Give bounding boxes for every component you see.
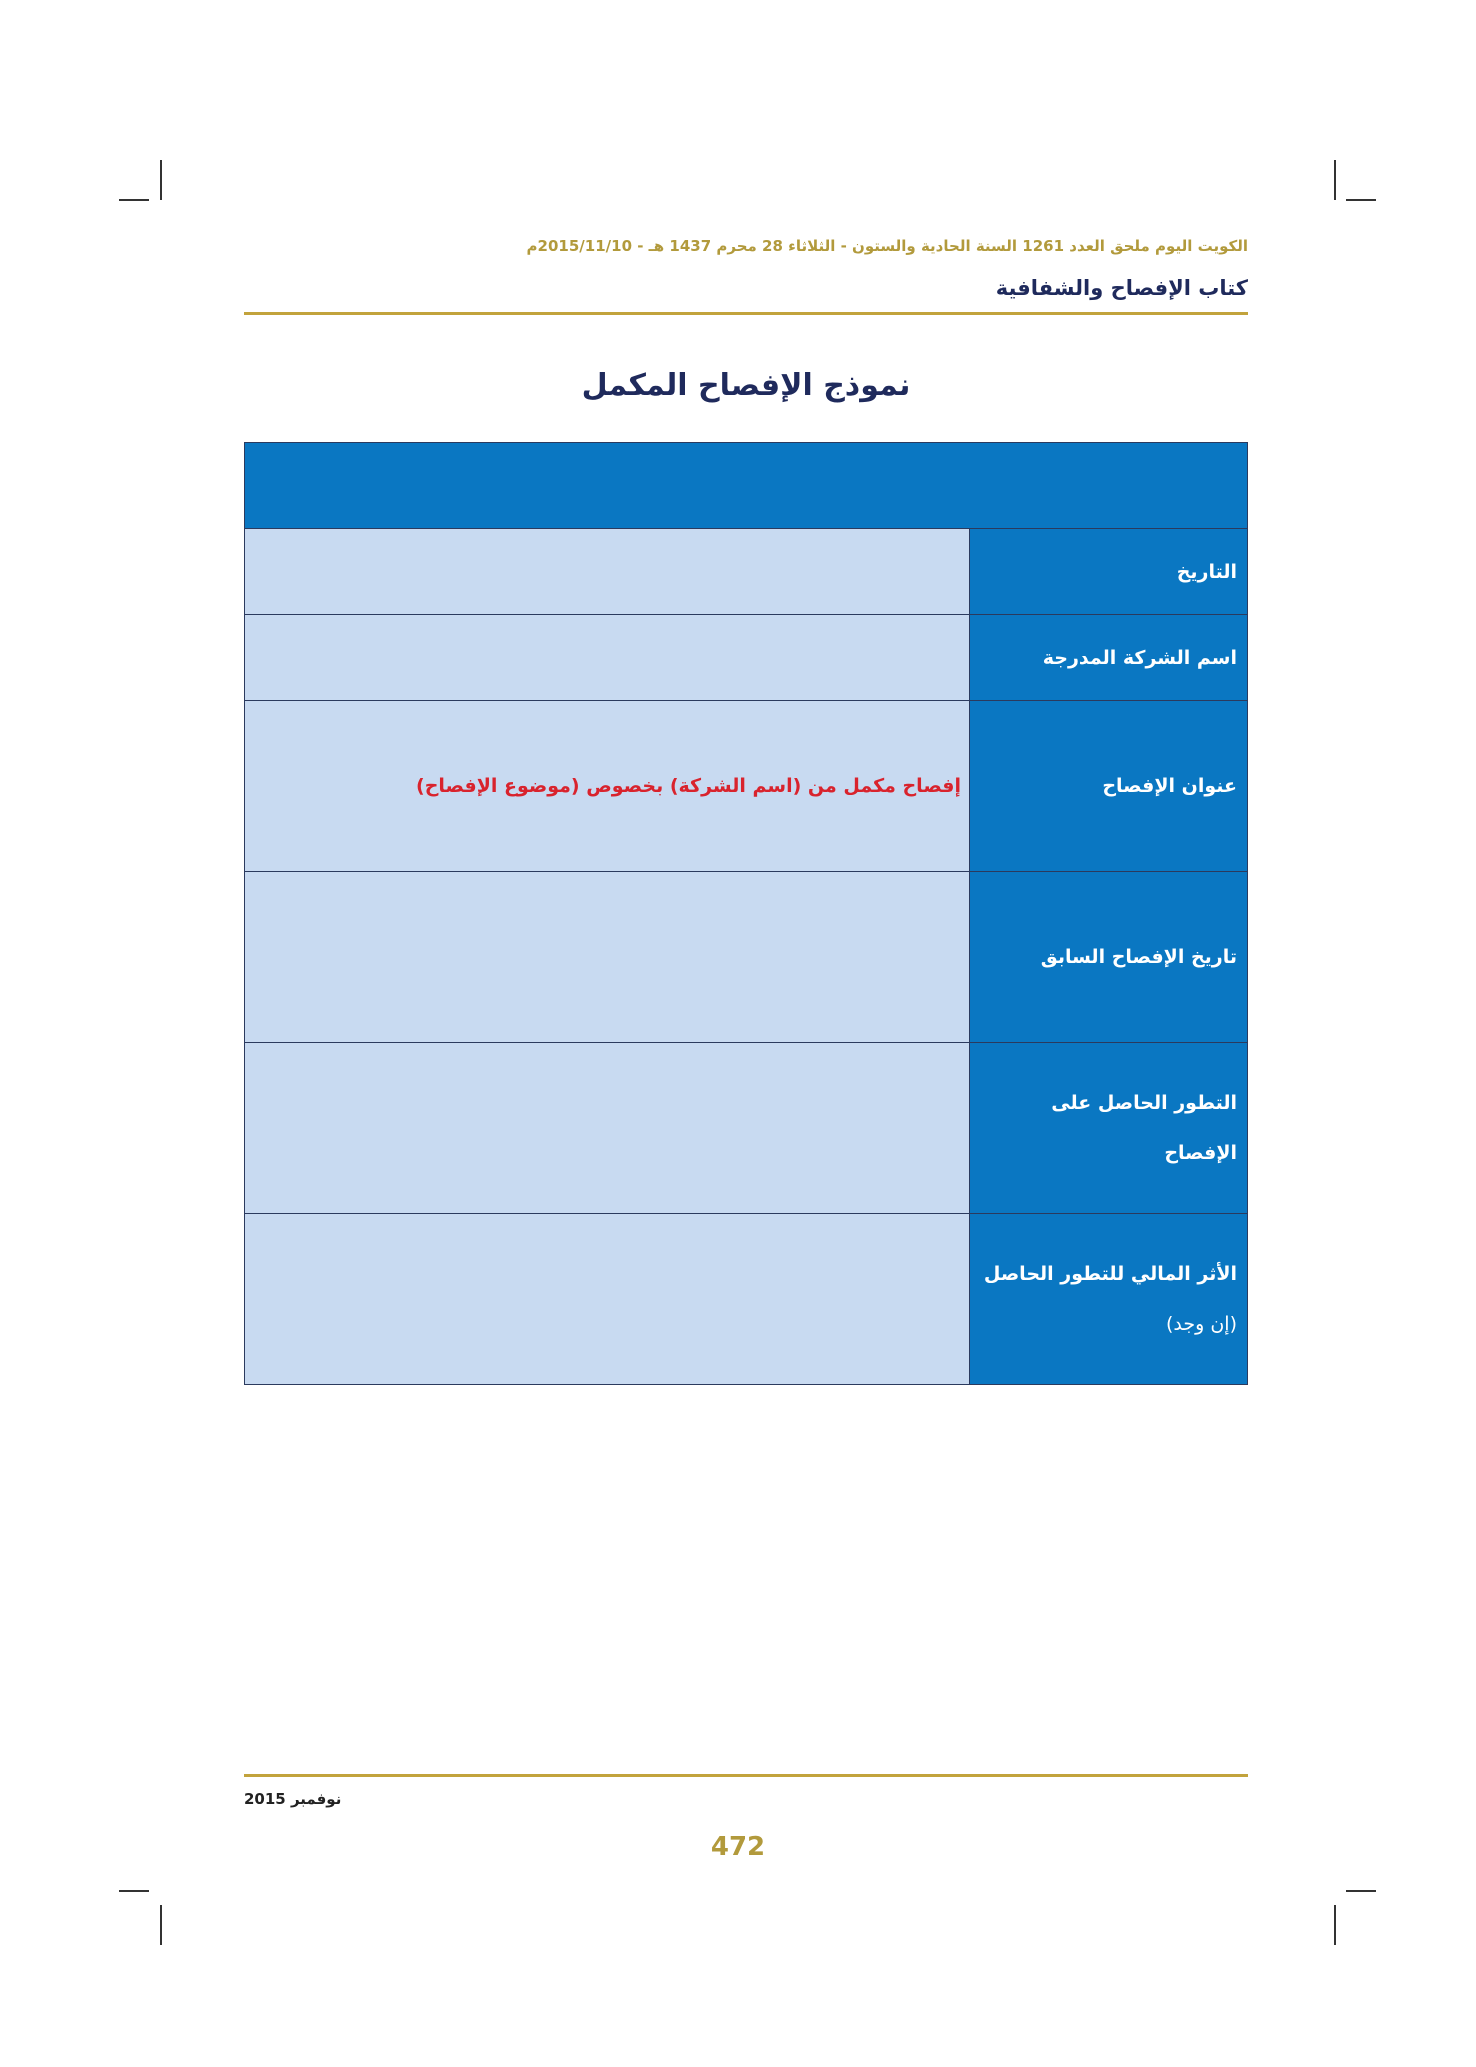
- crop-mark: [160, 160, 162, 200]
- label-cell: [969, 872, 1247, 1042]
- form-row-disclosure-title: [245, 701, 1247, 872]
- label-cell: [969, 701, 1247, 871]
- row-label-note: (إن وجد): [1166, 1313, 1237, 1335]
- crop-mark: [1334, 1905, 1336, 1945]
- label-cell: [969, 1214, 1247, 1384]
- form-header-bar: [245, 443, 1247, 529]
- page-title: نموذج الإفصاح المكمل: [581, 368, 911, 403]
- row-label: عنوان الإفصاح: [1102, 775, 1237, 797]
- label-cell: [969, 529, 1247, 614]
- footer-date: نوفمبر 2015: [244, 1790, 342, 1808]
- crop-mark: [1346, 199, 1376, 201]
- form-row-date: [245, 529, 1247, 615]
- value-cell[interactable]: إفصاح مكمل من (اسم الشركة) بخصوص (موضوع الإفصاح): [245, 701, 969, 871]
- footer-rule: [244, 1774, 1248, 1777]
- value-cell[interactable]: [245, 529, 969, 614]
- page-number: 472: [710, 1832, 766, 1862]
- issue-line: الكويت اليوم ملحق العدد 1261 السنة الحادية والستون - الثلاثاء 28 محرم 1437 هـ - 2015/11/10م: [526, 237, 1248, 255]
- label-cell: [969, 1043, 1247, 1213]
- row-label: اسم الشركة المدرجة: [1042, 646, 1237, 669]
- crop-mark: [119, 199, 149, 201]
- crop-mark: [1346, 1890, 1376, 1892]
- row-label: تاريخ الإفصاح السابق: [1040, 946, 1237, 968]
- row-label: التطور الحاصل على الإفصاح: [1051, 1092, 1237, 1164]
- book-title: كتاب الإفصاح والشفافية: [995, 276, 1248, 300]
- value-cell[interactable]: [245, 1043, 969, 1213]
- crop-mark: [119, 1890, 149, 1892]
- crop-mark: [160, 1905, 162, 1945]
- label-cell: [969, 615, 1247, 700]
- value-cell[interactable]: [245, 872, 969, 1042]
- value-cell[interactable]: [245, 1214, 969, 1384]
- header-rule: [244, 312, 1248, 315]
- form-row-financial-impact: [245, 1214, 1247, 1384]
- crop-mark: [1334, 160, 1336, 200]
- form-row-development: [245, 1043, 1247, 1214]
- row-label: الأثر المالي للتطور الحاصل: [983, 1263, 1237, 1285]
- disclosure-form-table: [244, 442, 1248, 1385]
- form-row-company-name: [245, 615, 1247, 701]
- value-cell[interactable]: [245, 615, 969, 700]
- form-row-previous-disclosure-date: [245, 872, 1247, 1043]
- row-label: التاريخ: [1176, 560, 1237, 583]
